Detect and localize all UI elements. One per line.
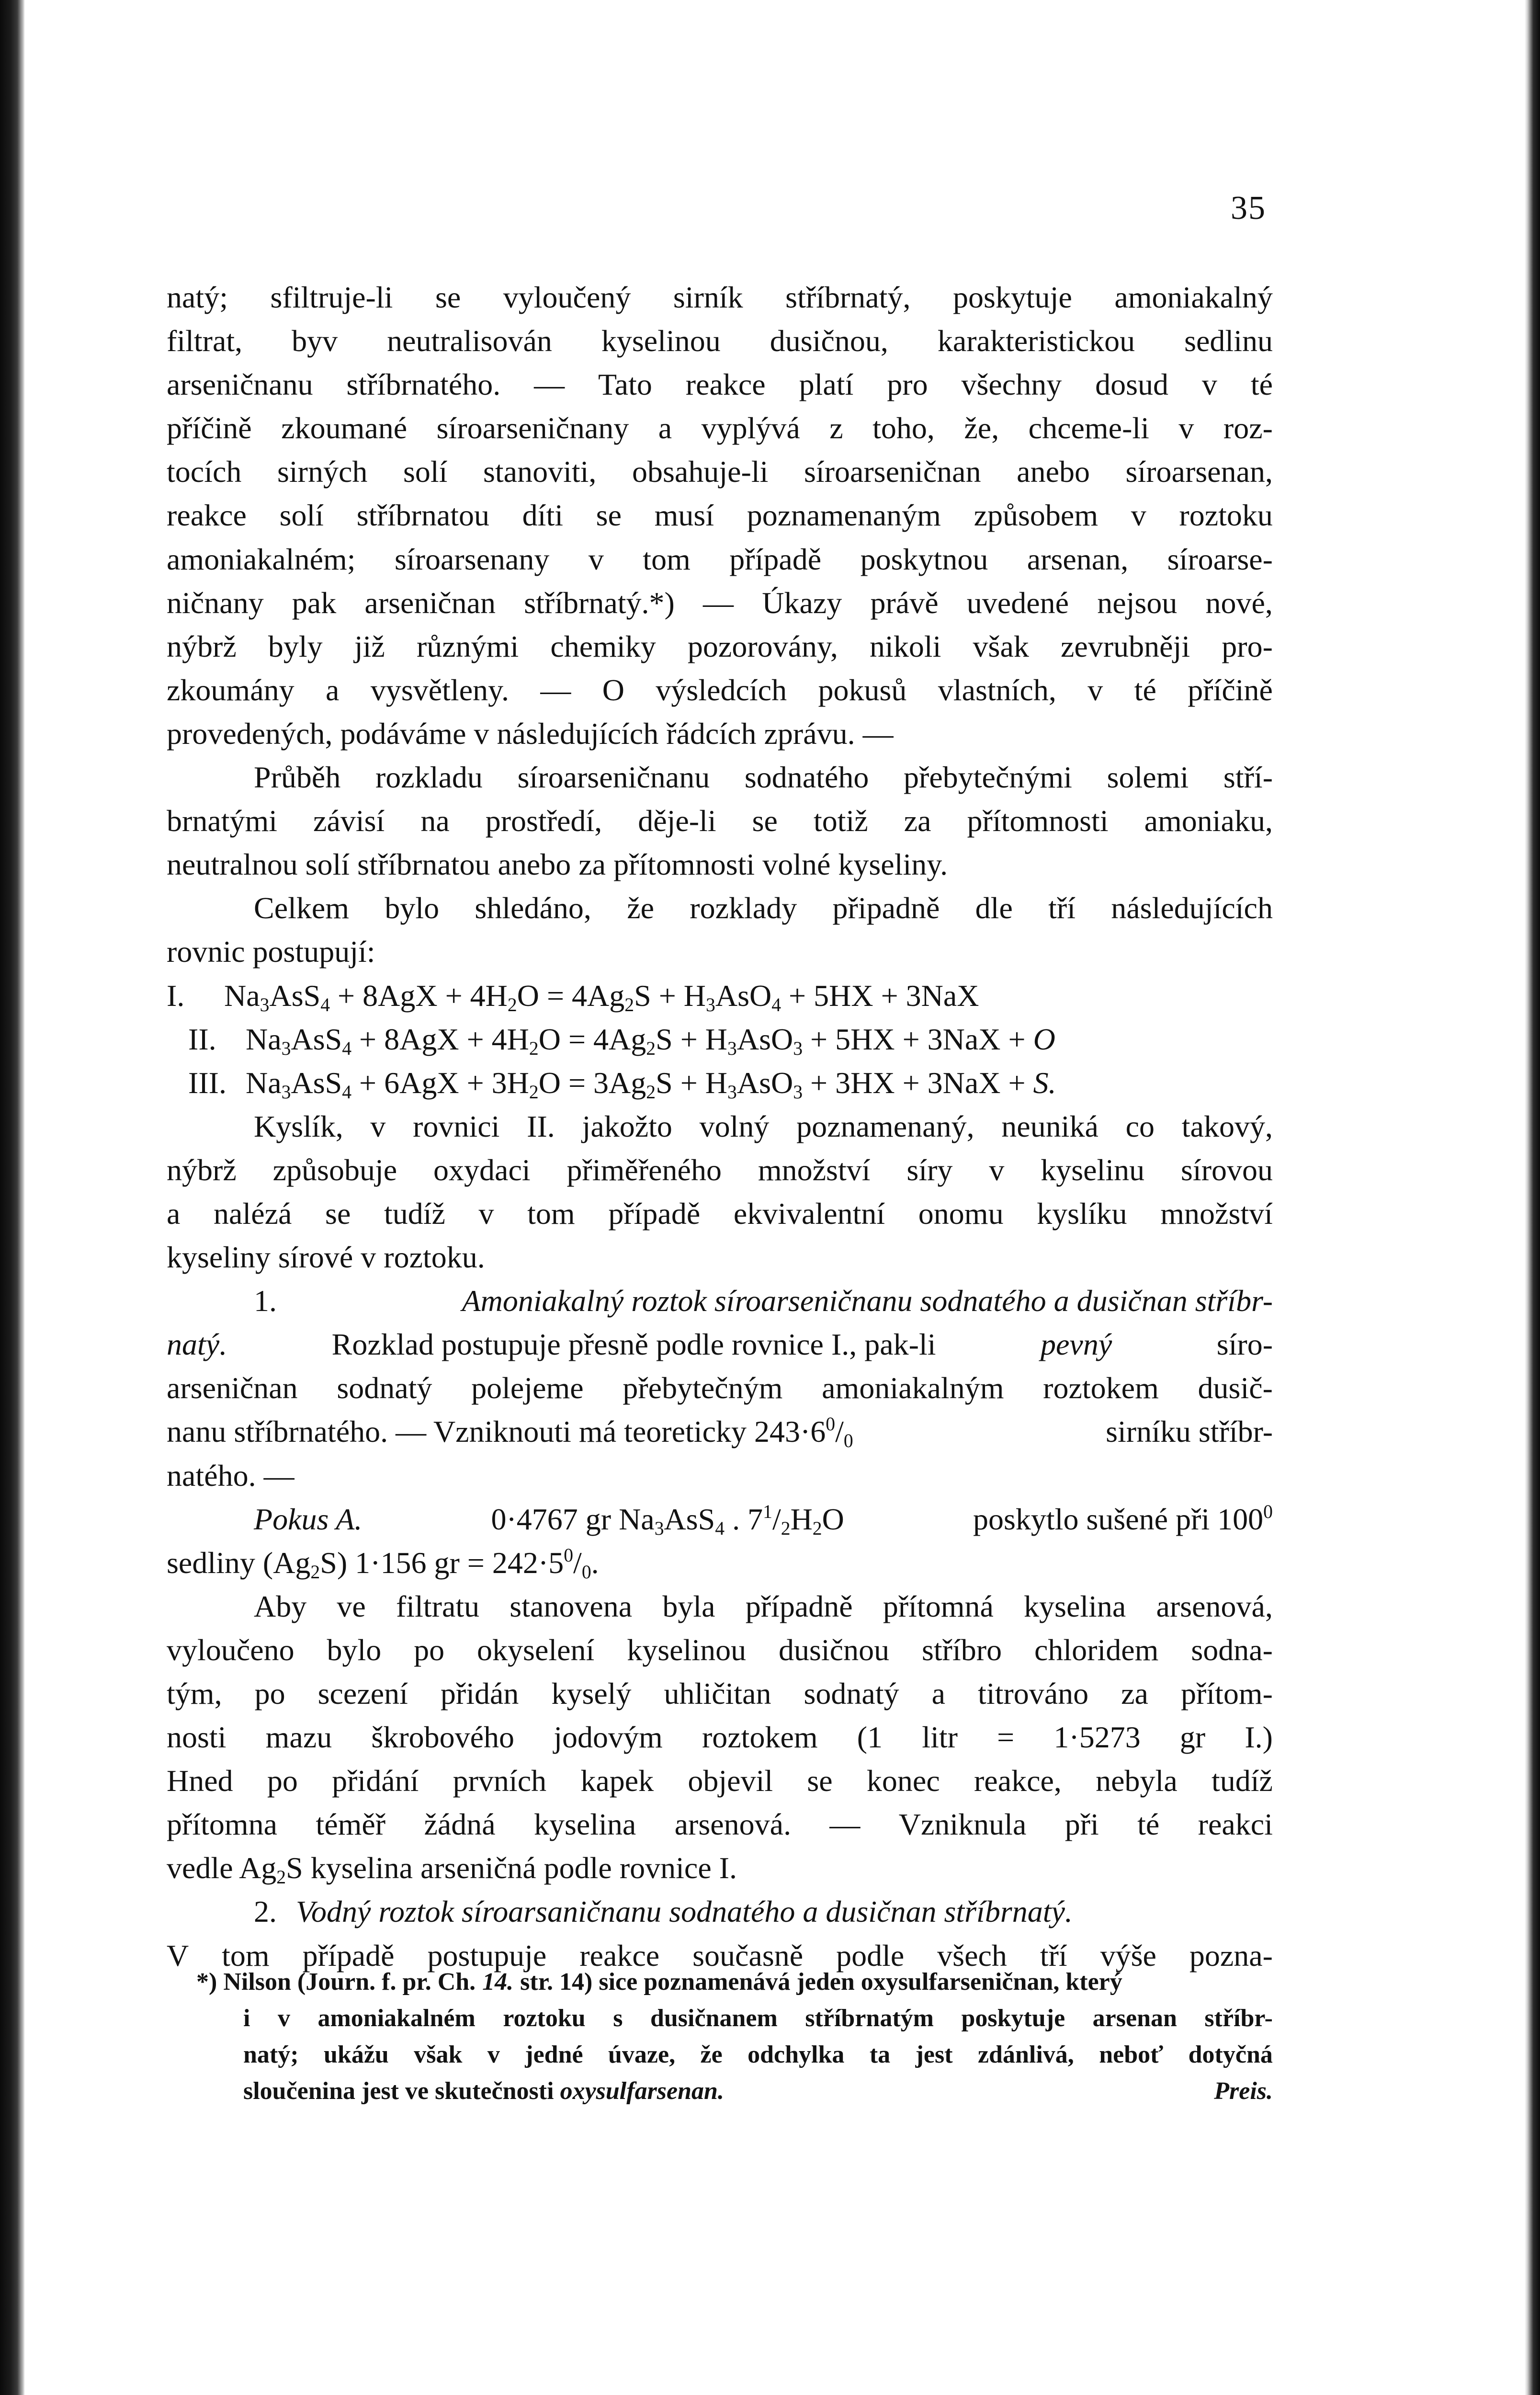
scan-edge-right — [1525, 0, 1540, 2395]
equation-body: $Na_3AsS_4 + 8AgX + 4H_2O = 4Ag_2S + H_3AsO_3 + 5HX + 3NaX + O$ — [246, 1022, 1055, 1059]
text-line: nosti mazu škrobového jodovým roztokem (1 litr = 1·5273 gr I.) — [167, 1720, 1273, 1755]
text-line: Kyslík, v rovnici II. jakožto volný poznamenaný, neuniká co takový, — [254, 1109, 1273, 1143]
equation-tail: S. — [1033, 1065, 1056, 1100]
footnote-signature: Preis. — [1214, 2077, 1273, 2105]
text-line: vyloučeno bylo po okyselení kyselinou dusičnou stříbro chloridem sodna- — [167, 1632, 1273, 1667]
section-number: 1. — [254, 1284, 277, 1318]
text-line: arseničnanu stříbrnatého. — Tato reakce platí pro všechny dosud v té — [167, 367, 1273, 402]
text-line: reakce solí stříbrnatou díti se musí poznamenaným způsobem v roztoku — [167, 498, 1273, 533]
body-text — [167, 275, 1273, 1977]
section-title-end: natý. — [167, 1327, 227, 1362]
equation-2 — [167, 1017, 1273, 1061]
text-line: přítomna téměř žádná kyselina arsenová. — Vzniknula při té reakci — [167, 1807, 1273, 1842]
equation-body: $Na_3AsS_4 + 6AgX + 3H_2O = 3Ag_2S + H_3AsO_3 + 3HX + 3NaX + S$. — [246, 1065, 1056, 1103]
text-line: Celkem bylo shledáno, že rozklady připadně dle tří následujících — [254, 891, 1273, 925]
text-line — [167, 1846, 1273, 1890]
emphasis: pevný — [1041, 1327, 1112, 1362]
text-line: brnatými závisí na prostředí, děje-li se totiž za přítomnosti amoniaku, — [167, 804, 1273, 838]
text-line: nýbrž způsobuje oxydaci přiměřeného množství síry v kyselinu sírovou — [167, 1152, 1273, 1187]
text-fragment: Rozklad postupuje přesně podle rovnice I., pak-li — [331, 1327, 936, 1362]
footnote-line: i v amoniakalném roztoku s dusičnanem stříbrnatým poskytuje arsenan stříbr- — [243, 2005, 1273, 2032]
section-number: 2. — [254, 1894, 277, 1929]
section-title: Amoniakalný roztok síroarseničnanu sodnatého a dusičnan stříbr- — [462, 1284, 1273, 1318]
text-line: nýbrž byly již různými chemiky pozorovány, nikoli však zevrubněji pro- — [167, 629, 1273, 663]
text-fragment: nanu stříbrnatého. — Vzniknouti má teoreticky $243\cdot 6^0/_0$ — [167, 1414, 853, 1452]
footnote-line — [167, 1964, 1273, 2000]
text-line: Aby ve filtratu stanovena byla případně přítomná kyselina arsenová, — [254, 1589, 1273, 1623]
text-line: natý; sfiltruje-li se vyloučený sirník stříbrnatý, poskytuje amoniakalný — [167, 280, 1273, 314]
equation-body: $Na_3AsS_4 + 8AgX + 4H_2O = 4Ag_2S + H_3AsO_4 + 5HX + 3NaX$ — [224, 978, 979, 1015]
text-line — [167, 1323, 1273, 1366]
text-line: natého. — — [167, 1458, 294, 1493]
equation-number: III. — [188, 1065, 226, 1100]
experiment-line — [167, 1497, 1273, 1541]
text-fragment: síro- — [1216, 1327, 1273, 1362]
text-line: provedených, podáváme v následujících řádcích zprávu. — — [167, 716, 894, 751]
equation-3 — [167, 1061, 1273, 1105]
text-line: tým, po scezení přidán kyselý uhličitan sodnatý a titrováno za přítom- — [167, 1676, 1273, 1711]
experiment-label: Pokus A. — [254, 1502, 362, 1536]
page-number: 35 — [1231, 190, 1266, 227]
text-line: rovnic postupují: — [167, 935, 375, 969]
text-line: a nalézá se tudíž v tom případě ekvivalentní onomu kyslíku množství — [167, 1196, 1273, 1231]
text-line: arseničnan sodnatý polejeme přebytečným amoniakalným roztokem dusič- — [167, 1371, 1273, 1405]
equation-1 — [167, 974, 1273, 1017]
text-fragment: 0·4767 gr $Na_3AsS_4$ . $7^1/_2H_2O$ — [491, 1501, 844, 1539]
text-line: Hned po přidání prvních kapek objevil se konec reakce, nebyla tudíž — [167, 1764, 1273, 1798]
footnote — [167, 1964, 1273, 2110]
text-line: neutralnou solí stříbrnatou anebo za přítomnosti volné kyseliny. — [167, 847, 948, 882]
text-line: zkoumány a vysvětleny. — O výsledcích pokusů vlastních, v té příčině — [167, 673, 1273, 707]
experiment-line — [167, 1541, 1273, 1585]
text-line — [167, 1410, 1273, 1453]
text-line: V tom případě postupuje reakce současně podle všech tří výše pozna- — [167, 1938, 1273, 1973]
text-fragment: poskytlo sušené při $100^0$ — [973, 1501, 1273, 1536]
footnote-line: natý; ukážu však v jedné úvaze, že odchylka ta jest zdánlivá, neboť dotyčná — [243, 2041, 1273, 2068]
section-2-heading — [167, 1890, 1273, 1933]
text-line: filtrat, byv neutralisován kyselinou dusičnou, karakteristickou sedlinu — [167, 324, 1273, 358]
text-line: kyseliny sírové v roztoku. — [167, 1240, 485, 1275]
text-fragment: vedle $Ag_2S$ kyselina arseničná podle rovnice I. — [167, 1851, 737, 1888]
volume-number: 14. — [482, 1968, 514, 1996]
text-fragment: sedliny $(Ag_2S)$ 1·156 gr = $242\cdot 5^0/_0$. — [167, 1544, 599, 1583]
text-line: ničnany pak arseničnan stříbrnatý.*) — Úkazy právě uvedené nejsou nové, — [167, 585, 1273, 620]
text-line: amoniakalném; síroarsenany v tom případě poskytnou arsenan, síroarse- — [167, 542, 1273, 576]
equation-number: I. — [167, 978, 185, 1013]
section-title: Vodný roztok síroarsaničnanu sodnatého a dusičnan stříbrnatý. — [296, 1894, 1073, 1929]
text-fragment: *) Nilson (Journ. f. pr. Ch. — [196, 1968, 476, 1996]
section-1-heading — [167, 1279, 1273, 1323]
text-fragment: sirníku stříbr- — [1106, 1414, 1273, 1449]
text-line: příčině zkoumané síroarseničnany a vyplývá z toho, že, chceme-li v roz- — [167, 411, 1273, 445]
text-line: Průběh rozkladu síroarseničnanu sodnatého přebytečnými solemi stří- — [254, 760, 1273, 795]
scan-edge-left — [0, 0, 25, 2395]
text-line: tocích sirných solí stanoviti, obsahuje-li síroarseničnan anebo síroarsenan, — [167, 455, 1273, 489]
footnote-line — [167, 2073, 1273, 2110]
equation-tail: O — [1033, 1022, 1055, 1056]
text-fragment: sloučenina jest ve skutečnosti oxysulfarsenan. — [243, 2077, 724, 2105]
text-fragment: str. 14) sice poznamenává jeden oxysulfarseničnan, který — [520, 1968, 1122, 1996]
equation-number: II. — [188, 1022, 216, 1056]
